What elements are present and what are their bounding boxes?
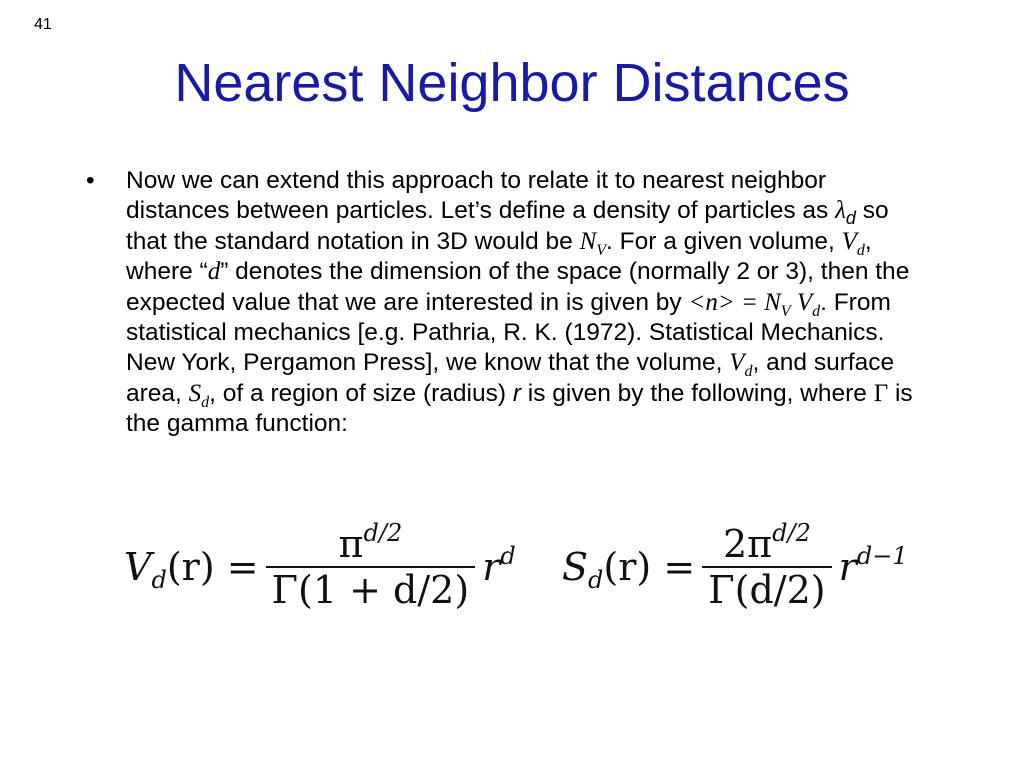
volume-formula-lhs bbox=[124, 545, 259, 594]
text-segment: , of a region of size (radius) bbox=[209, 379, 513, 407]
surface-r: r bbox=[838, 545, 857, 589]
surface-formula-lhs bbox=[562, 545, 696, 594]
volume-denominator: Γ(1 + d/2) bbox=[271, 568, 470, 612]
volume-subscript: d bbox=[151, 566, 167, 594]
volume-var: V bbox=[124, 545, 152, 589]
volume-num-base: π bbox=[338, 522, 364, 566]
lambda-symbol: λ bbox=[835, 197, 846, 225]
nv-subscript: V bbox=[596, 241, 607, 259]
vd-symbol: V bbox=[841, 227, 857, 255]
nv-symbol: N bbox=[579, 227, 597, 255]
surface-numerator bbox=[717, 519, 817, 566]
slide-title: Nearest Neighbor Distances bbox=[174, 53, 850, 113]
sd-symbol: S bbox=[188, 379, 202, 407]
surface-formula bbox=[562, 519, 908, 612]
volume-r: r bbox=[482, 545, 501, 589]
text-segment: Now we can extend this approach to relate it to nearest neighbor distances between particles. Let’s define a density of particles as bbox=[126, 167, 836, 225]
text-segment: . For a given volume, bbox=[606, 227, 842, 255]
slide-number: 41 bbox=[34, 16, 52, 33]
surface-subscript: d bbox=[588, 566, 604, 594]
text-segment: is the gamma function: bbox=[126, 379, 913, 438]
vd-symbol: V bbox=[729, 349, 745, 377]
slide-body bbox=[86, 166, 936, 440]
vd-subscript: d bbox=[856, 241, 865, 259]
expectation-sub-d: d bbox=[812, 302, 821, 320]
sd-subscript: d bbox=[201, 393, 210, 411]
surface-denominator: Γ(d/2) bbox=[708, 568, 826, 612]
volume-r-exponent: d bbox=[500, 542, 516, 570]
surface-r-exponent: d−1 bbox=[856, 542, 908, 570]
bullet-marker: • bbox=[86, 167, 95, 194]
bullet-item bbox=[86, 166, 936, 440]
expectation-sub-v: V bbox=[780, 302, 791, 320]
lambda-subscript: d bbox=[845, 208, 856, 229]
text-segment: , where “ bbox=[126, 227, 872, 286]
surface-num-exponent: d/2 bbox=[772, 519, 811, 547]
volume-num-exponent: d/2 bbox=[363, 519, 403, 547]
volume-arg: (r) = bbox=[166, 545, 259, 589]
text-segment: so that the standard notation in 3D would be bbox=[126, 197, 889, 255]
expectation-lhs: <n> = N bbox=[688, 288, 781, 316]
surface-var: S bbox=[562, 545, 589, 589]
text-segment: is given by the following, where bbox=[521, 379, 874, 407]
volume-fraction bbox=[266, 519, 476, 612]
gamma-symbol: Γ bbox=[873, 379, 889, 407]
r-symbol: r bbox=[512, 379, 521, 407]
d-symbol: d bbox=[207, 258, 221, 286]
text-segment: . From statistical mechanics [e.g. Pathria, R. K. (1972). Statistical Mechanics. New York, Pergamon Press], we know that the volume, bbox=[126, 288, 891, 377]
expectation-vd: V bbox=[790, 288, 813, 316]
volume-r-power bbox=[482, 542, 516, 589]
text-segment: ” denotes the dimension of the space (normally 2 or 3), then the expected value that we are interested in is given by bbox=[126, 258, 910, 316]
vd-subscript: d bbox=[744, 363, 753, 381]
surface-fraction bbox=[702, 519, 831, 612]
text-segment: , and surface area, bbox=[126, 349, 895, 407]
surface-num-base: 2π bbox=[722, 522, 773, 566]
surface-r-power bbox=[838, 542, 908, 589]
surface-arg: (r) = bbox=[603, 545, 696, 589]
volume-formula bbox=[124, 519, 516, 612]
volume-numerator bbox=[333, 519, 409, 566]
